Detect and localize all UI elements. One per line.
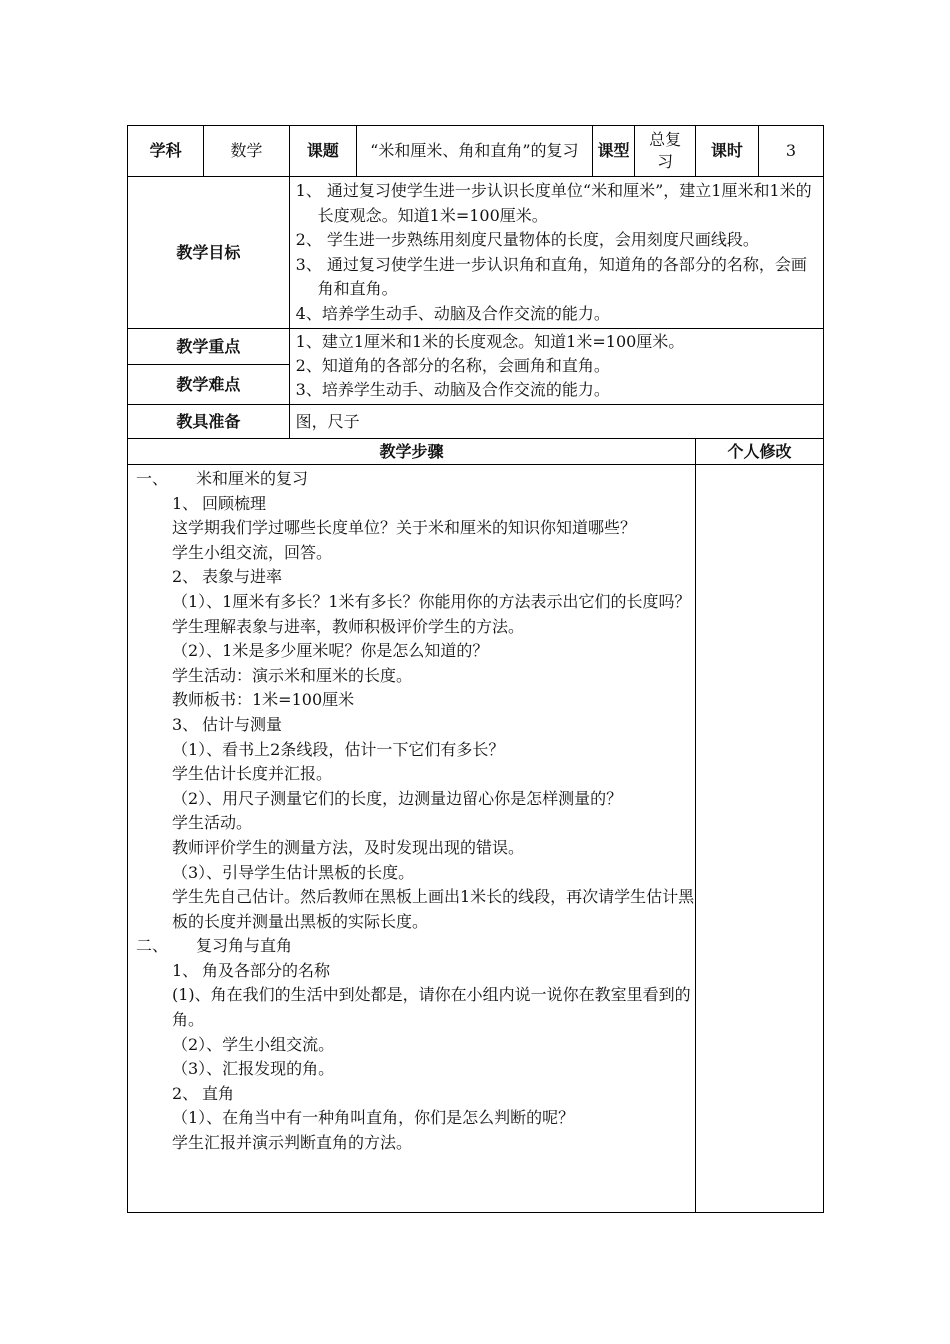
lesson-plan-table — [127, 125, 824, 1213]
step-text — [136, 738, 695, 763]
step-text — [136, 541, 695, 566]
objectives-list — [289, 177, 823, 329]
step-label: 学生小组交流，回答。 — [172, 542, 333, 562]
step-text — [136, 639, 695, 664]
hours-value: 3 — [758, 126, 823, 177]
topic-value: “米和厘米、角和直角”的复习 — [356, 126, 592, 177]
key-points-row — [128, 329, 824, 365]
topic-label: 课题 — [289, 126, 356, 177]
step-label: 角及各部分的名称 — [202, 960, 331, 980]
step-label: 学生汇报并演示判断直角的方法。 — [172, 1133, 413, 1153]
step-label: 学生活动。 — [172, 813, 253, 833]
key-point-item: 1、建立1厘米和1米的长度观念。知道1米=100厘米。 — [295, 332, 685, 351]
materials-value: 图，尺子 — [289, 405, 823, 439]
subject-label: 学科 — [128, 126, 204, 177]
lesson-plan — [127, 125, 824, 1213]
key-point-item: 2、知道角的各部分的名称，会画角和直角。 — [295, 356, 610, 375]
steps-label: 教学步骤 — [128, 439, 696, 465]
step-text — [136, 688, 695, 713]
objective-item: 2、 学生进一步熟练用刻度尺量物体的长度，会用刻度尺画线段。 — [295, 230, 759, 249]
key-point-item: 3、培养学生动手、动脑及合作交流的能力。 — [295, 380, 610, 399]
step-text — [136, 1057, 695, 1082]
step-text — [136, 590, 695, 615]
step-text — [136, 983, 695, 1032]
step-label: （2）、1米是多少厘米呢？你是怎么知道的？ — [172, 641, 489, 661]
step-text — [136, 516, 695, 541]
step-text — [136, 1033, 695, 1058]
header-row — [128, 126, 824, 177]
step-number: 二、 — [136, 936, 169, 956]
objectives-row — [128, 177, 824, 329]
step-label: 这学期我们学过哪些长度单位？关于米和厘米的知识你知道哪些？ — [172, 518, 637, 538]
steps-header-row — [128, 439, 824, 465]
step-label: 学生理解表象与进率，教师积极评价学生的方法。 — [172, 616, 525, 636]
materials-label: 教具准备 — [128, 405, 290, 439]
objective-item: 4、培养学生动手、动脑及合作交流的能力。 — [295, 303, 610, 323]
step-label: (1)、角在我们的生活中到处都是，请你在小组内说一说你在教室里看到的角。 — [172, 985, 691, 1030]
subsection-heading — [136, 713, 695, 738]
step-label: 教师板书：1米=100厘米 — [172, 690, 355, 710]
type-label: 课型 — [592, 126, 635, 177]
section-heading — [136, 934, 695, 959]
objective-item: 3、 通过复习使学生进一步认识角和直角，知道角的各部分的名称，会画角和直角。 — [295, 254, 807, 298]
step-label: 直角 — [202, 1083, 235, 1103]
step-text — [136, 1131, 695, 1156]
step-number: 1、 — [172, 493, 199, 513]
step-label: 教师评价学生的测量方法，及时发现出现的错误。 — [172, 837, 525, 857]
section-heading — [136, 467, 695, 492]
step-label: （3）、汇报发现的角。 — [172, 1059, 335, 1079]
step-number: 一、 — [136, 469, 169, 488]
step-label: （2）、学生小组交流。 — [172, 1034, 335, 1054]
step-text — [136, 861, 695, 886]
step-label: 米和厘米的复习 — [196, 469, 309, 488]
step-number: 2、 — [172, 567, 199, 587]
steps-row — [128, 465, 824, 1213]
subsection-heading — [136, 565, 695, 590]
difficulty-label: 教学难点 — [128, 365, 290, 405]
step-label: 表象与进率 — [202, 567, 283, 587]
key-points-label: 教学重点 — [128, 329, 290, 365]
step-text — [136, 885, 695, 934]
step-text — [136, 762, 695, 787]
step-number: 1、 — [172, 960, 199, 980]
steps-content — [128, 465, 696, 1213]
step-label: 复习角与直角 — [196, 936, 293, 956]
subject-value: 数学 — [204, 126, 289, 177]
step-text — [136, 664, 695, 689]
materials-row — [128, 405, 824, 439]
objectives-label: 教学目标 — [128, 177, 290, 329]
step-text — [136, 1106, 695, 1131]
step-label: （1）、1厘米有多长？1米有多长？你能用你的方法表示出它们的长度吗？ — [172, 591, 691, 611]
step-label: 估计与测量 — [202, 714, 283, 734]
subsection-heading — [136, 492, 695, 517]
step-label: 学生活动：演示米和厘米的长度。 — [172, 665, 413, 685]
step-text — [136, 787, 695, 812]
subsection-heading — [136, 959, 695, 984]
notes-label: 个人修改 — [695, 439, 823, 465]
objective-item: 1、 通过复习使学生进一步认识长度单位“米和厘米”，建立1厘米和1米的长度观念。知道1米=100厘米。 — [295, 181, 812, 225]
step-label: 回顾梳理 — [202, 493, 267, 513]
hours-label: 课时 — [695, 126, 758, 177]
step-label: （1）、在角当中有一种角叫直角，你们是怎么判断的呢？ — [172, 1108, 575, 1128]
step-label: 学生估计长度并汇报。 — [172, 764, 333, 784]
step-number: 2、 — [172, 1083, 199, 1103]
step-text — [136, 836, 695, 861]
step-text — [136, 615, 695, 640]
step-label: （1）、看书上2条线段，估计一下它们有多长？ — [172, 739, 505, 759]
step-label: （3）、引导学生估计黑板的长度。 — [172, 862, 415, 882]
type-value: 总复习 — [635, 126, 696, 177]
notes-column[interactable] — [695, 465, 823, 1213]
step-number: 3、 — [172, 714, 199, 734]
step-label: （2）、用尺子测量它们的长度，边测量边留心你是怎样测量的？ — [172, 788, 623, 808]
subsection-heading — [136, 1082, 695, 1107]
step-label: 学生先自己估计。然后教师在黑板上画出1米长的线段，再次请学生估计黑板的长度并测量出黑板的实际长度。 — [172, 887, 695, 931]
key-points-list — [289, 329, 823, 405]
step-text — [136, 811, 695, 836]
